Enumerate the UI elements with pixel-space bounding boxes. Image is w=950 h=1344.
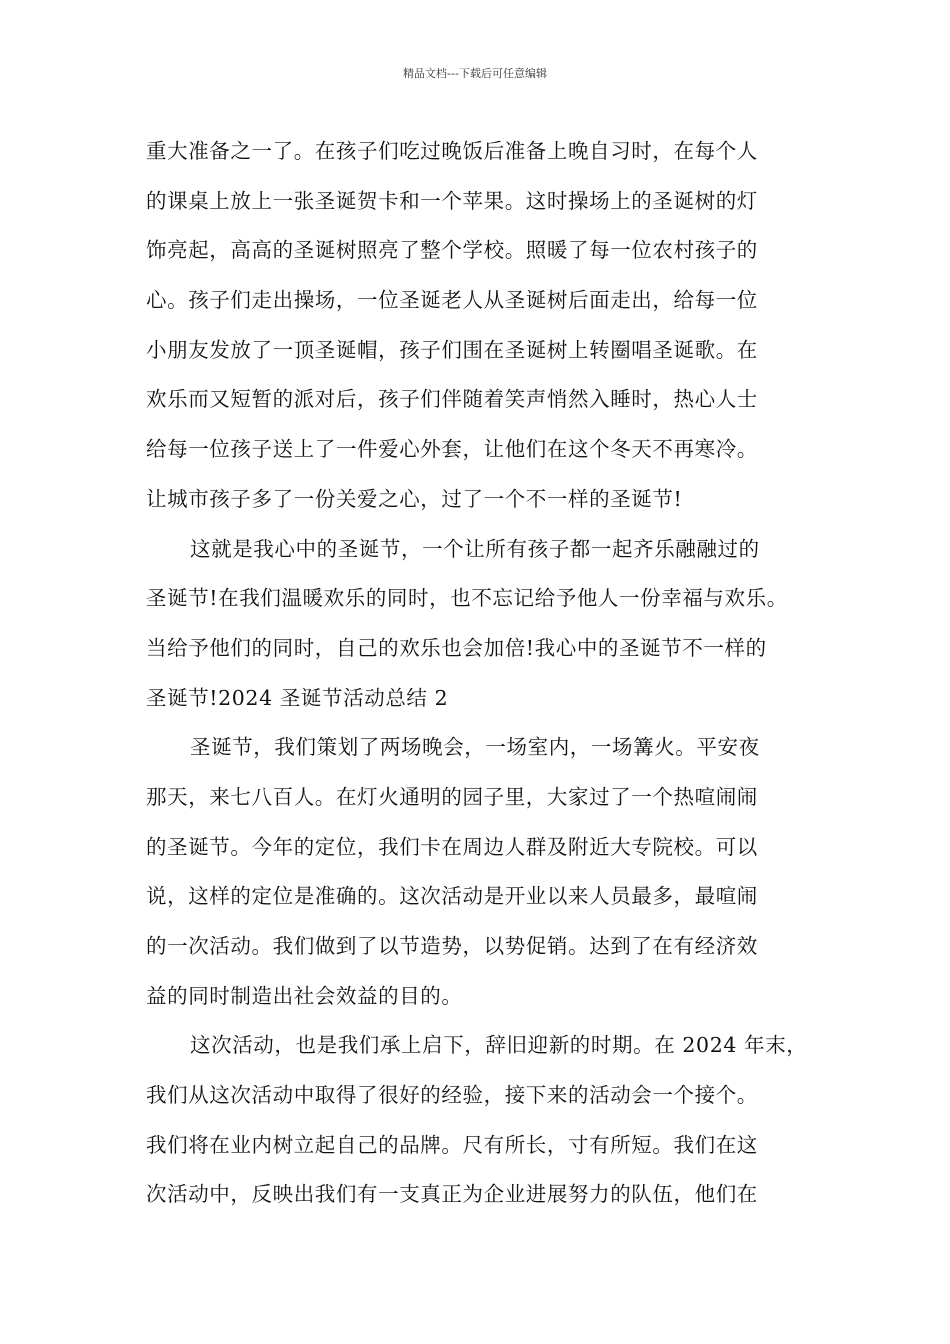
- text-line: 欢乐而又短暂的派对后，孩子们伴随着笑声悄然入睡时，热心人士: [146, 387, 758, 412]
- text-line: 我们从这次活动中取得了很好的经验，接下来的活动会一个接个。: [146, 1083, 758, 1108]
- text-line: 让城市孩子多了一份关爱之心，过了一个不一样的圣诞节!: [146, 486, 683, 511]
- page-header: 精品文档---下载后可任意编辑: [403, 67, 547, 80]
- text-line: 的一次活动。我们做到了以节造势，以势促销。达到了在有经济效: [146, 934, 758, 958]
- text-line: 饰亮起，高高的圣诞树照亮了整个学校。照暖了每一位农村孩子的: [146, 238, 758, 263]
- text-line: 重大准备之一了。在孩子们吃过晚饭后准备上晚自习时，在每个人: [146, 139, 758, 163]
- text-line: 益的同时制造出社会效益的目的。: [146, 983, 463, 1008]
- paragraph: [146, 127, 818, 525]
- text-line: 圣诞节，我们策划了两场晚会，一场室内，一场篝火。平安夜: [190, 735, 760, 760]
- document-body: [146, 127, 818, 1220]
- text-line: 说，这样的定位是准确的。这次活动是开业以来人员最多，最喧闹: [146, 884, 758, 909]
- text-line: 当给予他们的同时，自己的欢乐也会加倍!我心中的圣诞节不一样的: [146, 635, 767, 660]
- text-line: 小朋友发放了一顶圣诞帽，孩子们围在圣诞树上转圈唱圣诞歌。在: [146, 337, 758, 362]
- text-line: 那天，来七八百人。在灯火通明的园子里，大家过了一个热喧闹闹: [146, 784, 758, 809]
- text-line: 这就是我心中的圣诞节，一个让所有孩子都一起齐乐融融过的: [190, 536, 760, 561]
- paragraph: [146, 723, 818, 1021]
- text-line: 我们将在业内树立起自己的品牌。尺有所长，寸有所短。我们在这: [146, 1132, 758, 1157]
- paragraph: [146, 1021, 818, 1220]
- text-line: 心。孩子们走出操场，一位圣诞老人从圣诞树后面走出，给每一位: [146, 288, 758, 313]
- text-line: 给每一位孩子送上了一件爱心外套，让他们在这个冬天不再寒冷。: [146, 437, 758, 462]
- text-line: 这次活动，也是我们承上启下，辞旧迎新的时期。在 2024 年末，: [190, 1033, 808, 1058]
- text-line: 的课桌上放上一张圣诞贺卡和一个苹果。这时操场上的圣诞树的灯: [146, 188, 758, 213]
- text-line: 的圣诞节。今年的定位，我们卡在周边人群及附近大专院校。可以: [146, 834, 758, 859]
- text-line: 次活动中，反映出我们有一支真正为企业进展努力的队伍，他们在: [146, 1182, 758, 1207]
- text-line: 圣诞节!2024 圣诞节活动总结 2: [146, 685, 449, 710]
- paragraph: [146, 525, 818, 724]
- text-line: 圣诞节!在我们温暖欢乐的同时，也不忘记给予他人一份幸福与欢乐。: [146, 586, 788, 611]
